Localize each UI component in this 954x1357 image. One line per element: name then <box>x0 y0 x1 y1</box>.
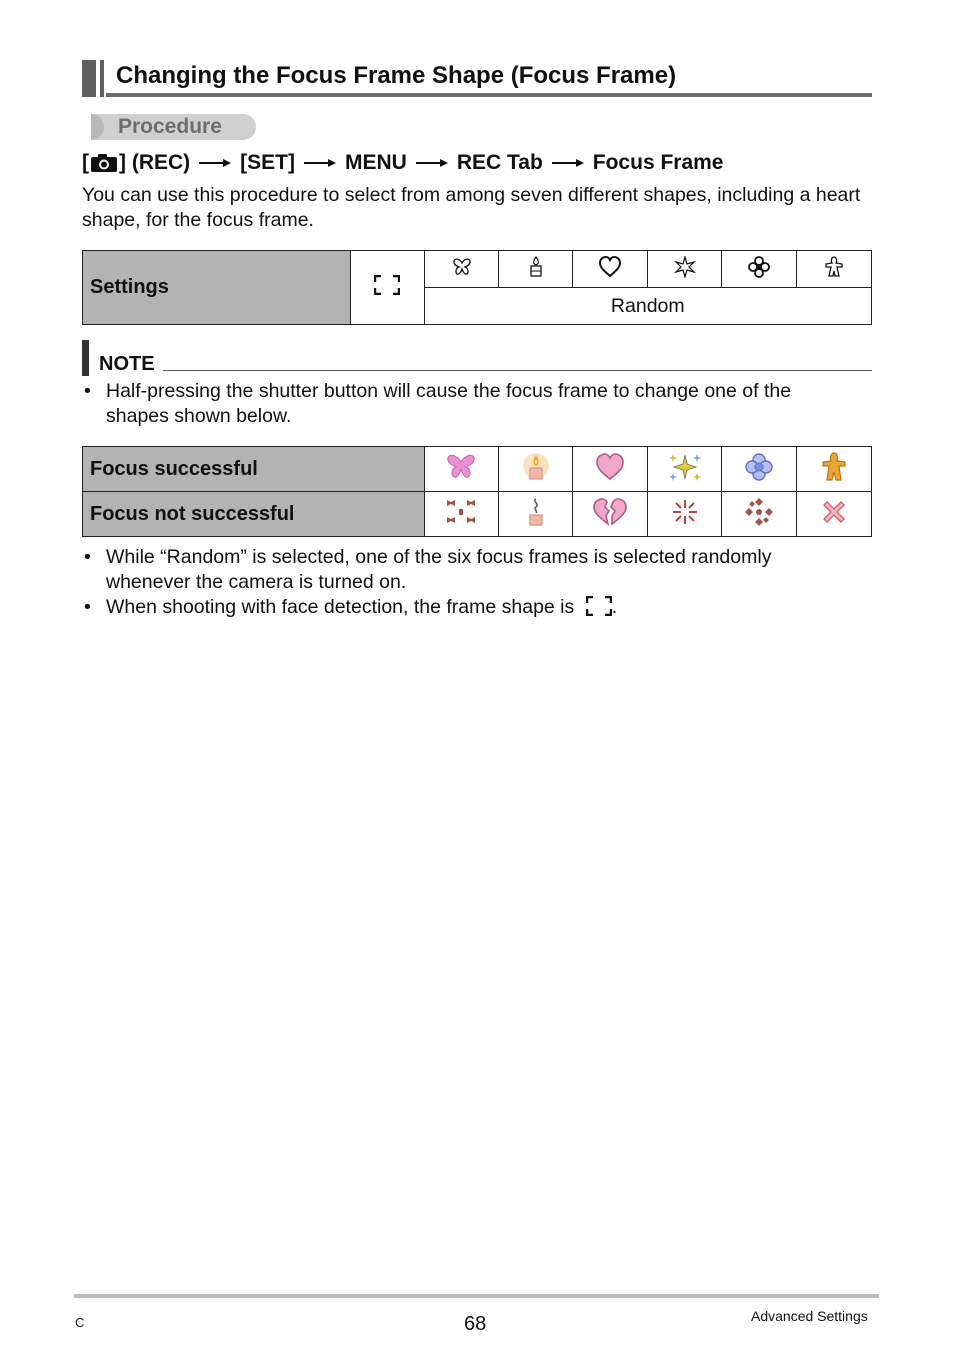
heading-bar-thin <box>100 60 104 97</box>
note-bullet-3-end: . <box>611 596 618 618</box>
setting-bracket-cell <box>350 251 424 325</box>
menu-path-rec-tab: REC Tab <box>456 151 543 174</box>
note-bullet-3-text: When shooting with face detection, the frame shape is <box>106 596 575 618</box>
success-heart-cell <box>573 447 648 492</box>
focus-fail-label: Focus not successful <box>90 502 295 525</box>
butterfly-outline-icon <box>452 257 472 277</box>
note-label: NOTE <box>99 353 155 375</box>
settings-table <box>82 250 872 325</box>
gingerbread-icon <box>820 452 848 482</box>
crossed-gingerbread-icon <box>821 499 847 525</box>
setting-sparkle-cell <box>648 251 722 288</box>
success-gingerbread-cell <box>797 447 872 492</box>
setting-flower-cell <box>722 251 797 288</box>
menu-path-focus-frame: Focus Frame <box>592 151 724 174</box>
page-title: Changing the Focus Frame Shape (Focus Frame) <box>116 62 677 89</box>
butterfly-icon <box>446 453 476 481</box>
broken-heart-icon <box>592 498 628 526</box>
focus-success-label-cell <box>83 447 425 492</box>
menu-path-rec: ] (REC) <box>119 151 191 174</box>
fail-heart-cell <box>573 492 648 537</box>
fail-butterfly-cell <box>424 492 499 537</box>
intro-paragraph: You can use this procedure to select from among seven different shapes, including a heart shape, for the focus frame. <box>82 184 861 231</box>
bullet-dot: • <box>84 596 91 618</box>
procedure-badge-edge <box>82 114 91 140</box>
note-bullet-3-line <box>106 595 617 620</box>
scattered-flower-icon <box>744 497 774 527</box>
note-bullet-3 <box>84 595 874 621</box>
bracket-frame-icon <box>374 275 400 295</box>
focus-result-table <box>82 446 872 537</box>
footer-left-mark: C <box>75 1315 85 1330</box>
gingerbread-outline-icon <box>823 256 845 278</box>
note-bullet-1 <box>84 379 874 429</box>
fail-gingerbread-cell <box>797 492 872 537</box>
footer-section: Advanced Settings <box>751 1308 868 1324</box>
sparkle-icon <box>667 451 703 483</box>
menu-path <box>82 149 724 177</box>
sparkle-outline-icon <box>674 256 696 278</box>
flower-icon <box>745 453 773 481</box>
scattered-butterfly-icon <box>444 498 478 526</box>
camera-icon <box>90 153 118 173</box>
success-butterfly-cell <box>424 447 499 492</box>
arrow-right-icon <box>304 158 336 168</box>
blown-candle-icon <box>526 497 546 527</box>
candle-outline-icon <box>528 256 544 278</box>
footer-rule <box>74 1294 879 1298</box>
bullet-dot: • <box>84 380 91 402</box>
heart-outline-icon <box>598 256 622 278</box>
random-cell <box>424 288 871 325</box>
note-bullet-2 <box>84 545 874 595</box>
fail-sparkle-cell <box>648 492 722 537</box>
menu-path-set: [SET] <box>240 151 295 174</box>
success-flower-cell <box>722 447 797 492</box>
bracket-frame-icon <box>586 596 612 616</box>
procedure-label: Procedure <box>118 115 222 138</box>
setting-heart-cell <box>573 251 648 288</box>
bullet-dot: • <box>84 546 91 568</box>
success-candle-cell <box>499 447 573 492</box>
arrow-right-icon <box>416 158 448 168</box>
note-bullet-2-line-1: While “Random” is selected, one of the six focus frames is selected randomly <box>106 546 772 568</box>
menu-path-menu: MENU <box>344 151 407 174</box>
heading-underline <box>106 93 872 97</box>
spark-burst-icon <box>672 499 698 525</box>
setting-butterfly-cell <box>424 251 499 288</box>
focus-success-label: Focus successful <box>90 457 258 480</box>
fail-candle-cell <box>499 492 573 537</box>
candle-icon <box>521 452 551 482</box>
arrow-right-icon <box>552 158 584 168</box>
heading-bar-thick <box>82 60 96 97</box>
arrow-right-icon <box>199 158 231 168</box>
note-bar <box>82 340 89 376</box>
focus-fail-label-cell <box>83 492 425 537</box>
setting-gingerbread-cell <box>797 251 872 288</box>
success-sparkle-cell <box>648 447 722 492</box>
note-bullet-2-line-2: whenever the camera is turned on. <box>106 571 407 593</box>
flower-outline-icon <box>748 256 770 278</box>
settings-label-cell <box>83 251 351 325</box>
random-label: Random <box>610 294 685 317</box>
settings-label: Settings <box>90 276 169 298</box>
fail-flower-cell <box>722 492 797 537</box>
menu-path-open-bracket: [ <box>82 151 89 174</box>
setting-candle-cell <box>499 251 573 288</box>
note-divider <box>163 370 872 371</box>
note-bullet-1-line-1: Half-pressing the shutter button will cause the focus frame to change one of the <box>106 380 792 402</box>
heart-icon <box>595 453 625 481</box>
note-bullet-1-line-2: shapes shown below. <box>106 405 292 427</box>
page-number: 68 <box>464 1313 487 1335</box>
